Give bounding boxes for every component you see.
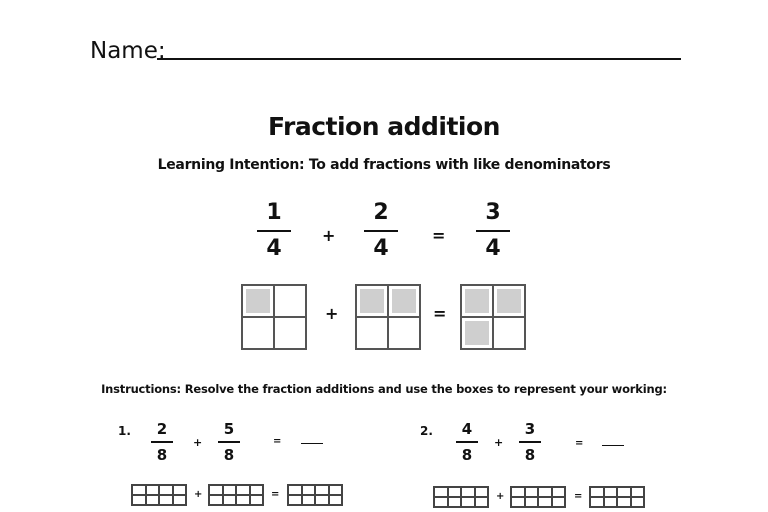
box-cell[interactable] xyxy=(132,485,146,495)
example-box-b xyxy=(355,284,421,350)
fraction-bar xyxy=(476,230,510,232)
example-box-a xyxy=(241,284,307,350)
box-cell[interactable] xyxy=(525,497,539,507)
box-cell[interactable] xyxy=(315,495,329,505)
box-cell[interactable] xyxy=(173,485,187,495)
box-cell[interactable] xyxy=(525,487,539,497)
box-cell[interactable] xyxy=(448,487,462,497)
box-cell[interactable] xyxy=(236,495,250,505)
q1-fraction-b xyxy=(209,420,249,464)
numerator: 3 xyxy=(485,200,501,225)
fraction-bar xyxy=(519,441,541,443)
box-cell[interactable] xyxy=(302,485,316,495)
equals-sign: = xyxy=(433,304,447,323)
box-cell[interactable] xyxy=(604,487,618,497)
denominator: 4 xyxy=(373,236,389,261)
box-cell[interactable] xyxy=(159,495,173,505)
numerator: 2 xyxy=(373,200,389,225)
box-cell-shaded xyxy=(388,285,420,317)
question-number: 1. xyxy=(118,424,131,438)
box-cell-shaded xyxy=(356,285,388,317)
q2-box-result xyxy=(589,486,645,508)
box-cell[interactable] xyxy=(236,485,250,495)
numerator: 1 xyxy=(266,200,282,225)
denominator: 8 xyxy=(156,446,168,464)
fraction-bar xyxy=(456,441,478,443)
box-cell[interactable] xyxy=(511,497,525,507)
answer-line[interactable] xyxy=(301,443,323,444)
q2-fraction-b xyxy=(510,420,550,464)
box-cell-shaded xyxy=(242,285,274,317)
plus-sign: + xyxy=(322,226,336,245)
box-cell xyxy=(242,317,274,349)
box-cell xyxy=(356,317,388,349)
box-cell[interactable] xyxy=(209,485,223,495)
box-cell[interactable] xyxy=(173,495,187,505)
plus-sign: + xyxy=(325,304,339,323)
box-cell[interactable] xyxy=(146,495,160,505)
box-cell[interactable] xyxy=(461,487,475,497)
box-cell[interactable] xyxy=(631,487,645,497)
box-cell xyxy=(388,317,420,349)
box-cell[interactable] xyxy=(511,487,525,497)
example-box-result xyxy=(460,284,526,350)
denominator: 8 xyxy=(524,446,536,464)
box-cell[interactable] xyxy=(146,485,160,495)
q1-fraction-a xyxy=(142,420,182,464)
box-cell[interactable] xyxy=(329,485,343,495)
plus-sign: + xyxy=(193,436,203,449)
q2-box-a xyxy=(433,486,489,508)
equals-sign: = xyxy=(432,226,446,245)
question-number: 2. xyxy=(420,424,433,438)
example-fraction-b xyxy=(361,200,401,262)
numerator: 3 xyxy=(524,420,536,438)
equals-sign: = xyxy=(273,436,282,447)
fraction-bar xyxy=(257,230,291,232)
box-cell[interactable] xyxy=(538,487,552,497)
page-title: Fraction addition xyxy=(268,112,500,141)
box-cell[interactable] xyxy=(631,497,645,507)
box-cell[interactable] xyxy=(250,495,264,505)
denominator: 4 xyxy=(266,236,282,261)
q1-box-b xyxy=(208,484,264,506)
box-cell[interactable] xyxy=(250,485,264,495)
q2-box-b xyxy=(510,486,566,508)
box-cell[interactable] xyxy=(223,485,237,495)
box-cell[interactable] xyxy=(552,497,566,507)
box-cell[interactable] xyxy=(617,497,631,507)
fraction-bar xyxy=(151,441,173,443)
example-fraction-a xyxy=(254,200,294,262)
box-cell[interactable] xyxy=(448,497,462,507)
box-cell xyxy=(493,317,525,349)
equals-sign: = xyxy=(574,491,583,502)
name-field-line[interactable] xyxy=(157,58,681,60)
plus-sign: + xyxy=(194,489,203,500)
name-label: Name: xyxy=(90,38,166,64)
plus-sign: + xyxy=(494,436,504,449)
box-cell[interactable] xyxy=(288,485,302,495)
box-cell[interactable] xyxy=(475,487,489,497)
box-cell-shaded xyxy=(461,285,493,317)
box-cell-shaded xyxy=(493,285,525,317)
box-cell[interactable] xyxy=(132,495,146,505)
q2-fraction-a xyxy=(447,420,487,464)
box-cell-shaded xyxy=(461,317,493,349)
box-cell[interactable] xyxy=(590,497,604,507)
numerator: 2 xyxy=(156,420,168,438)
box-cell[interactable] xyxy=(434,487,448,497)
equals-sign: = xyxy=(575,438,584,449)
denominator: 8 xyxy=(461,446,473,464)
box-cell[interactable] xyxy=(302,495,316,505)
box-cell[interactable] xyxy=(604,497,618,507)
numerator: 5 xyxy=(223,420,235,438)
learning-intention: Learning Intention: To add fractions with like denominators xyxy=(157,157,611,173)
q1-box-result xyxy=(287,484,343,506)
box-cell xyxy=(274,285,306,317)
box-cell[interactable] xyxy=(315,485,329,495)
box-cell[interactable] xyxy=(617,487,631,497)
plus-sign: + xyxy=(496,491,505,502)
box-cell[interactable] xyxy=(434,497,448,507)
denominator: 8 xyxy=(223,446,235,464)
example-fraction-result xyxy=(473,200,513,262)
denominator: 4 xyxy=(485,236,501,261)
box-cell[interactable] xyxy=(475,497,489,507)
box-cell[interactable] xyxy=(461,497,475,507)
box-cell[interactable] xyxy=(288,495,302,505)
numerator: 4 xyxy=(461,420,473,438)
box-cell[interactable] xyxy=(590,487,604,497)
box-cell[interactable] xyxy=(329,495,343,505)
equals-sign: = xyxy=(271,489,280,500)
box-cell[interactable] xyxy=(538,497,552,507)
box-cell xyxy=(274,317,306,349)
instructions: Instructions: Resolve the fraction additions and use the boxes to represent your working: xyxy=(101,382,667,396)
box-cell[interactable] xyxy=(159,485,173,495)
box-cell[interactable] xyxy=(223,495,237,505)
box-cell[interactable] xyxy=(552,487,566,497)
fraction-bar xyxy=(364,230,398,232)
answer-line[interactable] xyxy=(602,445,624,446)
box-cell[interactable] xyxy=(209,495,223,505)
q1-box-a xyxy=(131,484,187,506)
fraction-bar xyxy=(218,441,240,443)
